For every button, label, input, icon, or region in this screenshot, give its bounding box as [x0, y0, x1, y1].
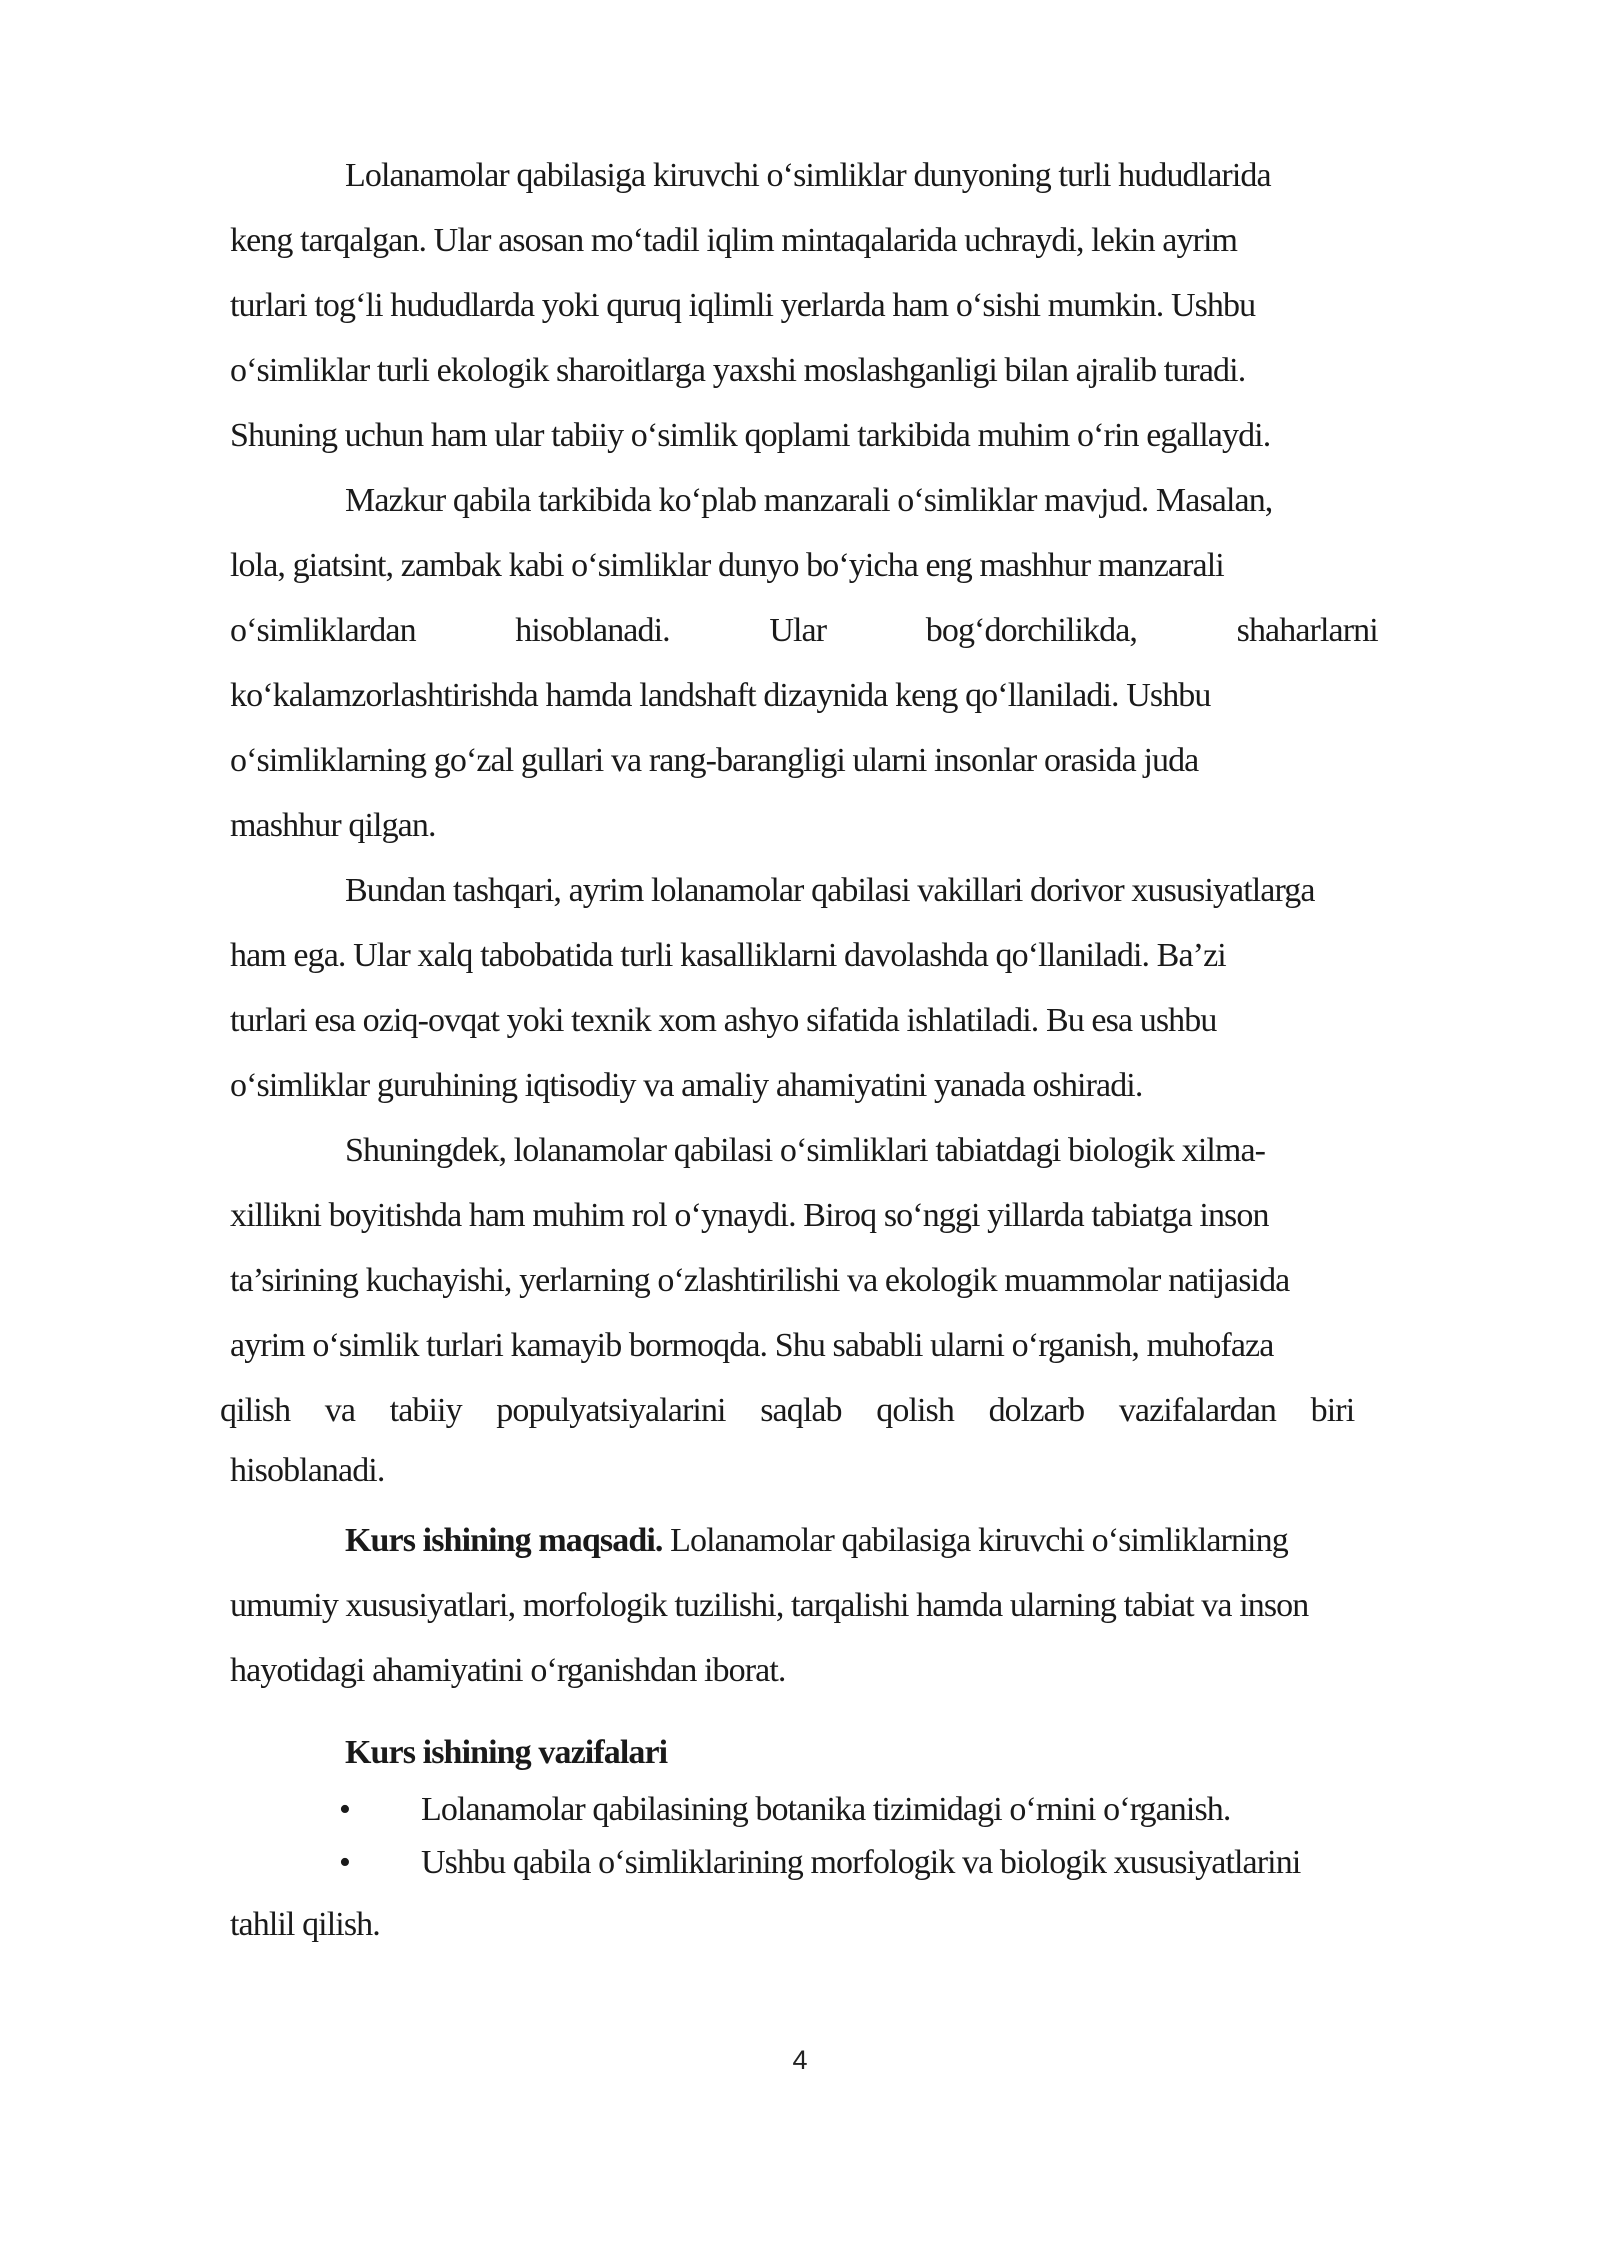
- bullet-icon: •: [339, 1791, 351, 1828]
- paragraph-line: ko‘kalamzorlashtirishda hamda landshaft dizaynida keng qo‘llaniladi. Ushbu: [230, 677, 1211, 714]
- paragraph-line: keng tarqalgan. Ular asosan mo‘tadil iqlim mintaqalarida uchraydi, lekin ayrim: [230, 222, 1238, 259]
- task-item: [230, 1783, 1470, 1836]
- paragraph-line: o‘simliklardan hisoblanadi. Ular bog‘dorchilikda, shaharlarni: [230, 612, 1378, 649]
- goal-first-line: [230, 1508, 1470, 1573]
- paragraph-3: [230, 858, 1470, 1118]
- paragraph-line: o‘simliklar turli ekologik sharoitlarga yaxshi moslashganligi bilan ajralib turadi.: [230, 352, 1246, 389]
- paragraph-2: [230, 468, 1470, 858]
- paragraph-line: turlari tog‘li hududlarda yoki quruq iqlimli yerlarda ham o‘sishi mumkin. Ushbu: [230, 287, 1256, 324]
- bullet-icon: •: [339, 1844, 351, 1881]
- task-text: Lolanamolar qabilasining botanika tizimidagi o‘rnini o‘rganish.: [421, 1791, 1231, 1828]
- course-tasks-section: [230, 1723, 1470, 1961]
- paragraph-line: turlari esa oziq-ovqat yoki texnik xom ashyo sifatida ishlatiladi. Bu esa ushbu: [230, 1002, 1217, 1039]
- paragraph-line: umumiy xususiyatlari, morfologik tuzilishi, tarqalishi hamda ularning tabiat va inson: [230, 1587, 1309, 1624]
- tasks-heading: Kurs ishining vazifalari: [345, 1734, 668, 1771]
- paragraph-4: [220, 1118, 1470, 1499]
- paragraph-line: ham ega. Ular xalq tabobatida turli kasalliklarni davolashda qo‘llaniladi. Ba’zi: [230, 937, 1226, 974]
- paragraph-line: hisoblanadi.: [230, 1452, 385, 1489]
- paragraph-1: [230, 143, 1470, 468]
- task-continuation: tahlil qilish.: [230, 1906, 380, 1943]
- goal-text: Lolanamolar qabilasiga kiruvchi o‘simliklarning: [662, 1522, 1288, 1559]
- course-goal-paragraph: [230, 1508, 1470, 1703]
- paragraph-line: Bundan tashqari, ayrim lolanamolar qabilasi vakillari dorivor xususiyatlarga: [345, 872, 1315, 909]
- paragraph-line: Shuning uchun ham ular tabiiy o‘simlik qoplami tarkibida muhim o‘rin egallaydi.: [230, 417, 1271, 454]
- paragraph-line: Lolanamolar qabilasiga kiruvchi o‘simliklar dunyoning turli hududlarida: [345, 157, 1271, 194]
- paragraph-line: Shuningdek, lolanamolar qabilasi o‘simliklari tabiatdagi biologik xilma-: [345, 1132, 1266, 1169]
- goal-heading: Kurs ishining maqsadi.: [345, 1522, 663, 1559]
- paragraph-line: o‘simliklarning go‘zal gullari va rang-barangligi ularni insonlar orasida juda: [230, 742, 1199, 779]
- paragraph-line: Mazkur qabila tarkibida ko‘plab manzarali o‘simliklar mavjud. Masalan,: [345, 482, 1273, 519]
- paragraph-line: xillikni boyitishda ham muhim rol o‘ynaydi. Biroq so‘nggi yillarda tabiatga inson: [230, 1197, 1269, 1234]
- paragraph-line: ayrim o‘simlik turlari kamayib bormoqda. Shu sababli ularni o‘rganish, muhofaza: [230, 1327, 1274, 1364]
- paragraph-line: hayotidagi ahamiyatini o‘rganishdan iborat.: [230, 1652, 786, 1689]
- paragraph-line: qilish va tabiiy populyatsiyalarini saqlab qolish dolzarb vazifalardan biri: [220, 1392, 1355, 1429]
- task-text: Ushbu qabila o‘simliklarining morfologik va biologik xususiyatlarini: [421, 1844, 1301, 1881]
- task-item: [230, 1836, 1470, 1889]
- paragraph-line: o‘simliklar guruhining iqtisodiy va amaliy ahamiyatini yanada oshiradi.: [230, 1067, 1143, 1104]
- page-number: 4: [792, 2045, 808, 2075]
- paragraph-line: ta’sirining kuchayishi, yerlarning o‘zlashtirilishi va ekologik muammolar natijasida: [230, 1262, 1290, 1299]
- paragraph-line: mashhur qilgan.: [230, 807, 436, 844]
- paragraph-line: lola, giatsint, zambak kabi o‘simliklar dunyo bo‘yicha eng mashhur manzarali: [230, 547, 1224, 584]
